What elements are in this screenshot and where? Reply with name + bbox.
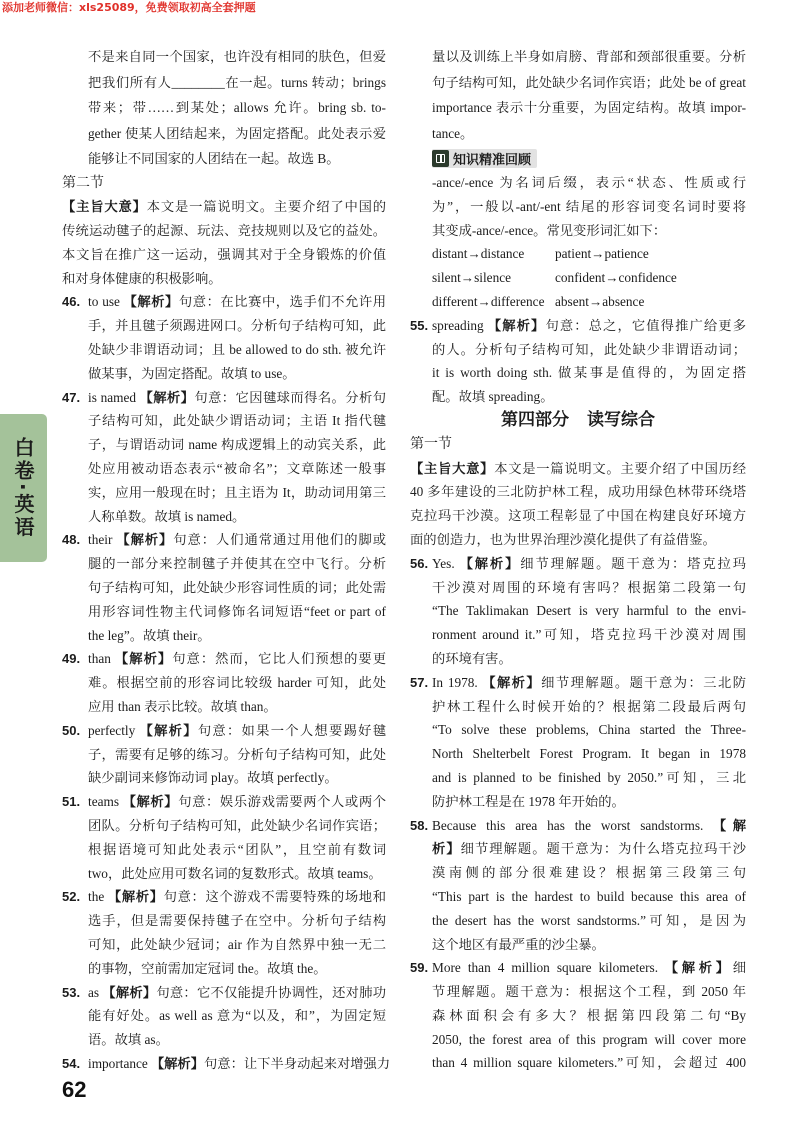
analysis-tag: 【解 bbox=[706, 818, 746, 834]
summary-text: 本文是一篇说明文。主要介绍了中国的 bbox=[146, 199, 387, 215]
answer-item-first-line bbox=[410, 814, 746, 838]
analysis-tag: 【解析】 bbox=[139, 390, 195, 406]
item-number: 57. bbox=[410, 674, 429, 690]
answer-text: spreading bbox=[432, 317, 484, 333]
summary-line: 40 多年建设的三北防护林工程，成功用绿色林带环绕塔 bbox=[410, 484, 746, 500]
summary-container bbox=[410, 457, 746, 552]
explanation-text: 护林工程什么时候开始的？根据第二段最后两句 bbox=[432, 698, 746, 714]
explanation-text: 人称单数。故填 is named。 bbox=[88, 508, 246, 524]
explanation-line bbox=[62, 552, 386, 576]
main-idea-label: 【主旨大意】 bbox=[410, 461, 495, 477]
carryover-line: 句子结构可知，此处缺少名词作宾语；此处 be of great bbox=[432, 74, 746, 90]
word-pair: silent→silence bbox=[432, 270, 512, 286]
answer-item-first-line bbox=[410, 671, 746, 695]
word-pair: absent→absence bbox=[555, 293, 645, 309]
answer-text: is named bbox=[88, 389, 137, 405]
answer-item-first-line bbox=[62, 719, 386, 743]
explanation-text: 缺少副词来修饰动词 play。故填 perfectly。 bbox=[88, 770, 338, 786]
left-column bbox=[62, 44, 391, 1076]
knowledge-line: -ance/-ence 为名词后缀，表示“状态、性质或行 bbox=[432, 175, 746, 190]
explanation-text: 句子结构可知，此处缺少形容词性质的词；此处需 bbox=[88, 580, 386, 596]
answer-item bbox=[62, 885, 386, 980]
explanation-line bbox=[410, 623, 746, 647]
answer-item bbox=[410, 671, 746, 814]
explanation-text: 根据语境可知此处表示“团队”，且空前有数词 bbox=[88, 841, 386, 857]
item-number: 48. bbox=[62, 532, 81, 548]
explanation-text: 森林面积会有多大？根据第四段第二句“By bbox=[432, 1007, 746, 1023]
answer-text: Yes. bbox=[432, 555, 455, 571]
carryover-line: 带来；带……到某处；allows 允许。bring sb. to- bbox=[88, 100, 386, 115]
right-column bbox=[410, 44, 746, 1075]
explanation-line bbox=[410, 1028, 746, 1052]
answer-item bbox=[410, 814, 746, 957]
word-pair-list bbox=[410, 242, 746, 313]
explanation-text: ronment around it.”可知，塔克拉玛干沙漠对周围 bbox=[432, 627, 746, 643]
explanation-text: 句意：如果一个人想要踢好毽 bbox=[197, 722, 387, 738]
explanation-text: 句意：在比赛中，选手们不允许用 bbox=[178, 294, 387, 310]
explanation-line bbox=[410, 647, 746, 671]
summary-line: 和对身体健康的积极影响。 bbox=[62, 270, 222, 286]
answer-text: than bbox=[88, 651, 111, 667]
item-number: 55. bbox=[410, 317, 429, 333]
explanation-text: the desert has the worst sandstorms.”可知，是因为 bbox=[432, 912, 746, 928]
answer-text: importance bbox=[88, 1055, 148, 1071]
explanation-line bbox=[410, 1051, 746, 1075]
explanation-text: “To solve these problems, China started the Three- bbox=[432, 722, 746, 738]
answer-item bbox=[410, 314, 746, 409]
explanation-text: 选手，但是需要保持毽子在空中。分析句子结构 bbox=[88, 913, 386, 929]
carryover-explanation bbox=[410, 44, 746, 146]
summary-line: 传统运动毽子的起源、玩法、竞技规则以及它的益处。 bbox=[62, 223, 386, 239]
explanation-text: 子，与谓语动词 name 构成逻辑上的动宾关系，此 bbox=[88, 437, 386, 453]
explanation-text: 句意：它不仅能提升协调性，还对肺功 bbox=[156, 984, 387, 1000]
answer-item-first-line bbox=[62, 790, 386, 814]
answer-text: the bbox=[88, 889, 105, 905]
analysis-tag: 【解析】 bbox=[150, 1056, 204, 1072]
explanation-text: it is worth doing sth. 做某事是值得的，为固定搭 bbox=[432, 365, 746, 381]
item-number: 50. bbox=[62, 722, 81, 738]
explanation-line bbox=[410, 861, 746, 885]
explanation-line bbox=[62, 600, 386, 624]
answer-item bbox=[62, 981, 386, 1052]
explanation-text: 能有好处。as well as 意为“以及，和”，为固定短 bbox=[88, 1008, 386, 1024]
carryover-line: tance。 bbox=[432, 125, 474, 141]
explanation-line bbox=[410, 885, 746, 909]
explanation-line bbox=[62, 766, 386, 790]
explanation-line bbox=[62, 909, 386, 933]
answer-item bbox=[62, 1052, 391, 1076]
explanation-text: 实，应用一般现在时；且主语为 It，助动词用第三 bbox=[88, 484, 386, 500]
explanation-text: 子，需要有足够的练习。分析句子结构可知，此处 bbox=[88, 746, 386, 762]
answer-item bbox=[62, 528, 386, 647]
explanation-text: 语。故填 as。 bbox=[88, 1032, 169, 1048]
answer-item-first-line bbox=[62, 647, 386, 671]
explanation-line bbox=[62, 862, 386, 886]
explanation-text: 处缺少非谓语动词；且 be allowed to do sth. 被允许 bbox=[88, 342, 386, 358]
explanation-line bbox=[62, 957, 386, 981]
explanation-line bbox=[410, 909, 746, 933]
explanation-text: 可知，此处缺少冠词；air 作为自然界中独一无二 bbox=[88, 937, 386, 952]
explanation-line bbox=[62, 695, 386, 719]
main-idea-label: 【主旨大意】 bbox=[62, 200, 147, 216]
explanation-text: the leg”。故填 their。 bbox=[88, 627, 211, 643]
carryover-explanation bbox=[62, 44, 386, 172]
explanation-line bbox=[410, 980, 746, 1004]
explanation-line bbox=[62, 743, 386, 767]
answer-text: More than 4 million square kilometers. bbox=[432, 960, 659, 976]
part-title: 读写综合 bbox=[587, 409, 655, 430]
answer-item-first-line bbox=[62, 981, 386, 1005]
explanation-text: 这个地区有最严重的沙尘暴。 bbox=[432, 936, 605, 952]
explanation-line bbox=[62, 338, 386, 362]
explanation-line bbox=[410, 790, 746, 814]
answer-item bbox=[410, 552, 746, 671]
explanation-line bbox=[62, 933, 386, 957]
explanation-line bbox=[410, 385, 746, 409]
answer-item-first-line bbox=[410, 314, 746, 338]
item-number: 56. bbox=[410, 555, 429, 571]
answer-item bbox=[62, 386, 386, 529]
explanation-line bbox=[62, 505, 386, 529]
knowledge-review-text bbox=[410, 171, 746, 242]
part-heading bbox=[410, 409, 746, 433]
answer-item bbox=[62, 647, 386, 718]
answer-list bbox=[410, 552, 746, 1076]
side-tab bbox=[0, 414, 47, 562]
answer-text: Because this area has the worst sandstorms. bbox=[432, 817, 704, 833]
explanation-line bbox=[62, 814, 386, 838]
page-number: 62 bbox=[62, 1077, 87, 1102]
answer-item-first-line bbox=[62, 386, 386, 410]
carryover-line: 能够让不同国家的人团结在一起。故选 B。 bbox=[88, 151, 340, 166]
knowledge-review-box bbox=[432, 149, 537, 168]
summary-text: 本文是一篇说明文。主要介绍了中国历经 bbox=[494, 460, 747, 476]
item-number: 51. bbox=[62, 794, 81, 810]
explanation-text: 句意：娱乐游戏需要两个人或两个 bbox=[178, 794, 387, 810]
knowledge-line: 其变成-ance/-ence。常见变形词汇如下： bbox=[432, 222, 667, 238]
explanation-line bbox=[62, 1004, 386, 1028]
analysis-tag: 【解析】 bbox=[480, 675, 542, 691]
answer-text: as bbox=[88, 984, 100, 1000]
analysis-tag: 【解析】 bbox=[115, 533, 174, 549]
explanation-text: 漠南侧的部分很难建设？根据第三段第三句 bbox=[432, 865, 746, 881]
explanation-text: 2050, the forest area of this program will cover more bbox=[432, 1031, 746, 1047]
item-number: 52. bbox=[62, 889, 81, 905]
explanation-text: 细 bbox=[732, 960, 746, 976]
explanation-line bbox=[62, 362, 386, 386]
explanation-line bbox=[410, 599, 746, 623]
knowledge-review-row bbox=[410, 146, 746, 171]
answer-text: perfectly bbox=[88, 722, 136, 738]
explanation-line bbox=[62, 481, 386, 505]
explanation-line bbox=[410, 361, 746, 385]
explanation-line bbox=[62, 838, 386, 862]
word-pair: confident→confidence bbox=[555, 270, 677, 286]
side-tab-label: 白卷·英语 bbox=[11, 436, 35, 540]
summary-line: 克拉玛干沙漠。这项工程彰显了中国在构建良好环境方 bbox=[410, 508, 746, 524]
explanation-text: 用形容词性物主代词修饰名词短语“feet or part of bbox=[88, 603, 386, 619]
carryover-line: 不是来自同一个国家，也许没有相同的肤色，但爱 bbox=[88, 49, 386, 64]
explanation-text: 句意：让下半身动起来对增强力 bbox=[204, 1055, 391, 1071]
explanation-text: and is planned to be finished by 2050.”可知，三北 bbox=[432, 769, 746, 785]
answer-list bbox=[62, 290, 391, 1075]
explanation-line bbox=[62, 314, 386, 338]
carryover-line: 量以及训练上半身如肩膀、背部和颈部很重要。分析 bbox=[432, 49, 746, 64]
answer-text: teams bbox=[88, 794, 120, 810]
word-pair-row bbox=[410, 290, 746, 314]
analysis-tag: 【解析】 bbox=[107, 890, 164, 906]
explanation-text: “The Taklimakan Desert is very harmful to the envi- bbox=[432, 603, 746, 619]
explanation-line bbox=[410, 742, 746, 766]
explanation-text: 手，并且毽子须踢进网口。分析句子结构可知，此 bbox=[88, 318, 386, 334]
explanation-line bbox=[62, 576, 386, 600]
explanation-text: 细节理解题。题干意为：为什么塔克拉玛干沙 bbox=[460, 841, 747, 857]
explanation-text: 的人。分析句子结构可知，此处缺少非谓语动词； bbox=[432, 341, 746, 357]
explanation-text: 句意：它因毽球而得名。分析句 bbox=[194, 389, 386, 405]
explanation-text: 难。根据空前的形容词比较级 harder 可知，此处 bbox=[88, 675, 386, 691]
answer-item bbox=[410, 956, 746, 1075]
explanation-text: than 4 million square kilometers.”可知，会超过 400 bbox=[432, 1055, 746, 1071]
analysis-tag: 【解析】 bbox=[102, 985, 157, 1001]
explanation-line bbox=[410, 695, 746, 719]
explanation-text: 团队。分析句子结构可知，此处缺少名词作宾语； bbox=[88, 818, 386, 834]
explanation-text: 防护林工程是在 1978 年开始的。 bbox=[432, 793, 625, 809]
answer-text: In 1978. bbox=[432, 674, 478, 690]
summary-container bbox=[62, 195, 386, 290]
knowledge-icon bbox=[432, 150, 449, 167]
explanation-text: “This part is the hardest to build because this area of bbox=[432, 888, 746, 904]
summary-line: 面的创造力，也为世界治理沙漠化提供了有益借鉴。 bbox=[410, 531, 716, 547]
explanation-text: North Shelterbelt Forest Program. It began in 1978 bbox=[432, 746, 746, 762]
explanation-line bbox=[410, 766, 746, 790]
section-label: 第一节 bbox=[410, 436, 452, 452]
explanation-line bbox=[410, 837, 746, 861]
explanation-line bbox=[62, 409, 386, 433]
explanation-text: 处应用被动语态表示“被命名”；文章陈述一般事 bbox=[88, 461, 386, 477]
answer-text: to use bbox=[88, 294, 120, 310]
item-number: 46. bbox=[62, 294, 81, 310]
explanation-line bbox=[62, 457, 386, 481]
explanation-text: 子结构可知，此处缺少谓语动词；主语 It 指代毽 bbox=[88, 413, 386, 429]
word-pair: patient→patience bbox=[555, 246, 649, 262]
explanation-text: 句意：总之，它值得推广给更多 bbox=[545, 317, 747, 333]
explanation-line bbox=[62, 1028, 386, 1052]
explanation-line bbox=[410, 338, 746, 362]
knowledge-review-title: 知识精准回顾 bbox=[453, 153, 532, 168]
explanation-text: two，此处应用可数名词的复数形式。故填 teams。 bbox=[88, 865, 382, 881]
explanation-line bbox=[62, 624, 386, 648]
section-label: 第二节 bbox=[62, 175, 104, 191]
explanation-text: 细节理解题。题干意为：三北防 bbox=[541, 674, 747, 690]
word-pair-row bbox=[410, 242, 746, 266]
word-pair: different→difference bbox=[432, 293, 545, 309]
item-number: 58. bbox=[410, 817, 429, 833]
item-number: 47. bbox=[62, 389, 81, 405]
analysis-tag-continued: 析】 bbox=[432, 842, 461, 858]
answer-item-first-line bbox=[62, 1052, 391, 1076]
item-number: 49. bbox=[62, 651, 81, 667]
summary-first-line bbox=[410, 457, 746, 481]
word-pair-row bbox=[410, 266, 746, 290]
explanation-line bbox=[62, 433, 386, 457]
explanation-text: 干沙漠对周围的环境有害吗？根据第二段第一句 bbox=[432, 579, 746, 595]
analysis-tag: 【解析】 bbox=[661, 961, 733, 977]
explanation-text: 节理解题。题干意为：根据这个工程，到 2050 年 bbox=[432, 984, 746, 1000]
explanation-text: 腿的一部分来控制毽子并使其在空中飞行。分析 bbox=[88, 556, 386, 572]
analysis-tag: 【解析】 bbox=[457, 556, 521, 572]
answer-item-first-line bbox=[62, 528, 386, 552]
item-number: 53. bbox=[62, 984, 81, 1000]
explanation-line bbox=[410, 1004, 746, 1028]
carryover-line: 把我们所有人________在一起。turns 转动；brings bbox=[88, 74, 386, 90]
answer-item-first-line bbox=[410, 552, 746, 576]
analysis-tag: 【解析】 bbox=[122, 795, 179, 811]
explanation-text: 的事物，空前需加定冠词 the。故填 the。 bbox=[88, 960, 327, 976]
explanation-text: 做某事，为固定搭配。故填 to use。 bbox=[88, 365, 296, 381]
part-number: 第四部分 bbox=[501, 409, 569, 430]
answer-text: their bbox=[88, 532, 113, 548]
answer-item bbox=[62, 790, 386, 885]
analysis-tag: 【解析】 bbox=[138, 723, 198, 739]
explanation-text: 的环境有害。 bbox=[432, 650, 512, 666]
answer-item bbox=[62, 719, 386, 790]
explanation-line bbox=[410, 718, 746, 742]
explanation-text: 配。故填 spreading。 bbox=[432, 389, 554, 405]
summary-line: 本文旨在推广这一运动，强调其对于全身锻炼的价值 bbox=[62, 246, 386, 262]
explanation-line bbox=[410, 933, 746, 957]
answer-item bbox=[62, 290, 386, 385]
word-pair: distant→distance bbox=[432, 246, 525, 262]
answer-item-first-line bbox=[410, 956, 746, 980]
answer-list bbox=[410, 314, 746, 409]
summary-first-line bbox=[62, 195, 386, 219]
analysis-tag: 【解析】 bbox=[486, 318, 546, 334]
answer-item-first-line bbox=[62, 885, 386, 909]
explanation-text: 细节理解题。题干意为：塔克拉玛 bbox=[520, 555, 747, 571]
knowledge-line: 为”，一般以-ant/-ent 结尾的形容词变名词时要将 bbox=[432, 198, 746, 214]
carryover-line: importance 表示十分重要，为固定结构。故填 impor- bbox=[432, 100, 746, 115]
main-idea-summary bbox=[410, 457, 746, 552]
analysis-tag: 【解析】 bbox=[113, 652, 173, 668]
analysis-tag: 【解析】 bbox=[122, 295, 179, 311]
carryover-line: gether 使某人团结起来，为固定搭配。此处表示爱 bbox=[88, 125, 386, 141]
explanation-line bbox=[410, 576, 746, 600]
explanation-text: 应用 than 表示比较。故填 than。 bbox=[88, 699, 277, 715]
item-number: 59. bbox=[410, 960, 429, 976]
explanation-text: 句意：然而，它比人们预想的要更 bbox=[172, 651, 387, 667]
explanation-text: 句意：人们通常通过用他们的脚或 bbox=[173, 532, 387, 548]
main-idea-summary bbox=[62, 195, 386, 290]
explanation-line bbox=[62, 671, 386, 695]
explanation-text: 句意：这个游戏不需要特殊的场地和 bbox=[163, 889, 386, 905]
promo-banner: 添加老师微信：xls25089，免费领取初高全套押题 bbox=[2, 1, 256, 14]
item-number: 54. bbox=[62, 1055, 81, 1071]
answer-item-first-line bbox=[62, 290, 386, 314]
